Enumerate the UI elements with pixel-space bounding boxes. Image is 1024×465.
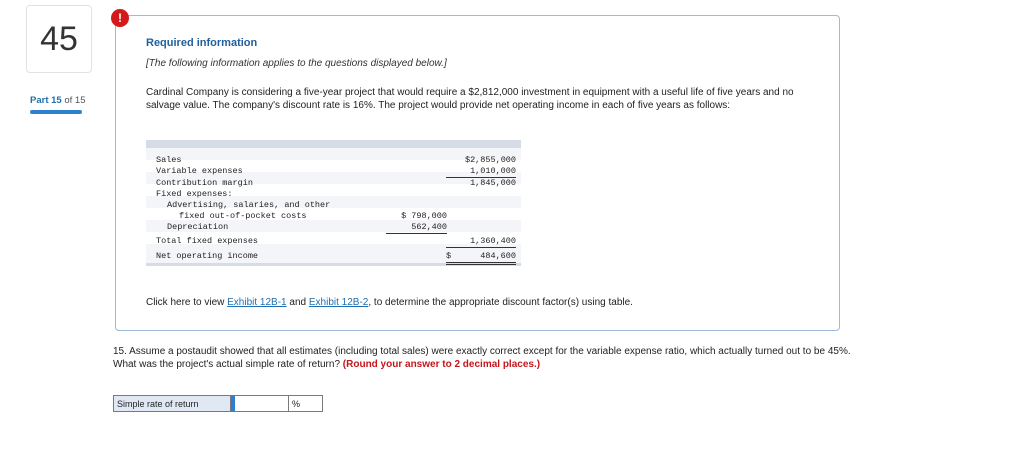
question-number-box (26, 5, 92, 73)
row-noi-currency: $ (446, 251, 452, 261)
simple-rate-of-return-input[interactable] (231, 395, 289, 412)
answer-unit: % (289, 395, 323, 412)
row-variable-value: 1,010,000 (446, 166, 516, 178)
row-fixed-header: Fixed expenses: (156, 189, 233, 199)
exhibit-prefix: Click here to view (146, 297, 225, 308)
alert-icon (111, 9, 129, 27)
required-information-panel (115, 15, 840, 331)
row-depreciation-value: 562,400 (386, 222, 447, 234)
question-body: 15. Assume a postaudit showed that all estimates (including total sales) were exactly correct except for the variable expense ratio, which actually turned out to be 45%. What was the project's actual simple rate of return? (113, 346, 851, 370)
row-contribution-value: 1,845,000 (470, 178, 516, 188)
question-number: 45 (40, 19, 78, 58)
exhibit-12b-1-link[interactable]: Exhibit 12B-1 (227, 297, 287, 308)
info-title: Required information (146, 37, 258, 49)
exhibit-and: and (289, 297, 307, 308)
info-subtitle: [The following information applies to the questions displayed below.] (146, 58, 447, 69)
row-noi-label: Net operating income (156, 251, 259, 261)
question-rounding-note: (Round your answer to 2 decimal places.) (342, 358, 541, 370)
row-advertising-label-1: Advertising, salaries, and other (167, 200, 331, 210)
exhibit-suffix: , to determine the appropriate discount factor(s) using table. (368, 297, 633, 308)
row-advertising-label-2: fixed out-of-pocket costs (179, 211, 307, 221)
exhibit-instructions (146, 297, 633, 308)
income-statement-table (146, 140, 521, 266)
exhibit-12b-2-link[interactable]: Exhibit 12B-2 (308, 297, 369, 308)
part-indicator (30, 95, 86, 106)
answer-table (113, 395, 323, 412)
alert-glyph: ! (118, 11, 122, 25)
row-sales-value: $2,855,000 (464, 155, 516, 165)
part-progress-bar (30, 110, 82, 114)
row-contribution-label: Contribution margin (156, 178, 253, 188)
row-noi-value: 484,600 (446, 251, 516, 265)
part-of: of (64, 95, 73, 106)
info-paragraph: Cardinal Company is considering a five-year project that would require a $2,812,000 investment in equipment with a useful life of five years and no salvage value. The company's discount rate is 16%. The project would provide net operating income in each of five years as follows: (146, 87, 794, 111)
answer-label: Simple rate of return (113, 395, 231, 412)
row-sales-label: Sales (156, 155, 182, 165)
row-advertising-value: $ 798,000 (401, 211, 447, 221)
question-text (113, 346, 853, 371)
part-word: Part (30, 95, 49, 106)
part-total: 15 (74, 95, 86, 106)
part-current: 15 (51, 95, 62, 106)
row-total-fixed-label: Total fixed expenses (156, 236, 259, 246)
row-variable-label: Variable expenses (156, 166, 243, 176)
row-depreciation-label: Depreciation (167, 222, 229, 232)
row-total-fixed-value: 1,360,400 (446, 236, 516, 248)
